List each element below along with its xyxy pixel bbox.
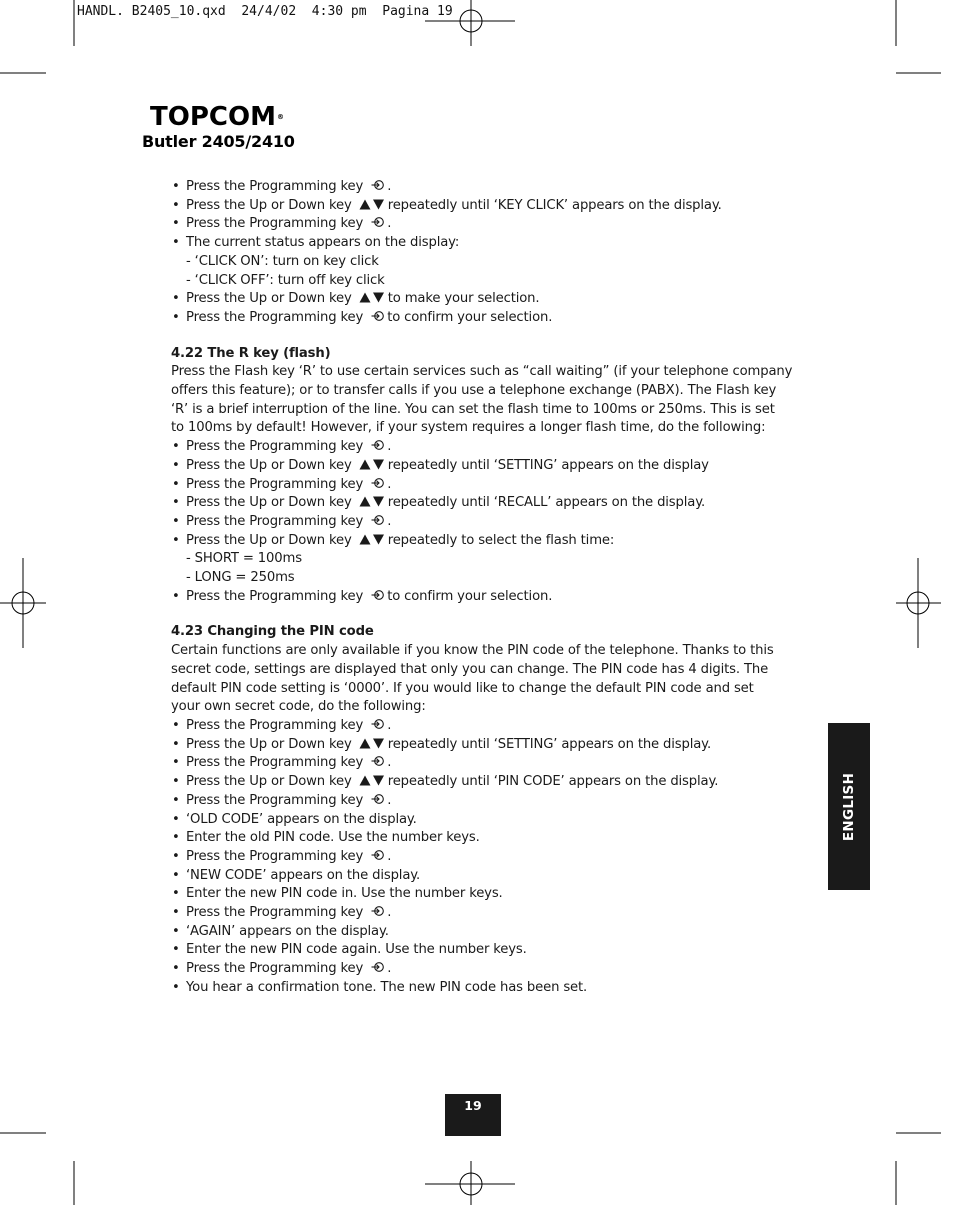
flash-steps-after bbox=[171, 588, 791, 607]
step-text-after: to confirm your selection. bbox=[387, 309, 553, 325]
brand-wordmark: TOPCOM bbox=[150, 102, 276, 132]
model-title: Butler 2405/2410 bbox=[142, 132, 295, 151]
flash-steps bbox=[171, 438, 791, 550]
step-item bbox=[171, 811, 791, 830]
pin-steps bbox=[171, 717, 791, 998]
step-text: Press the Programming key bbox=[186, 309, 364, 325]
section-heading-flash: 4.22 The R key (flash) bbox=[171, 345, 331, 361]
step-text: Press the Programming key bbox=[186, 513, 364, 529]
step-text: The current status appears on the display: bbox=[186, 235, 460, 251]
step-text-after: . bbox=[387, 755, 392, 771]
programming-key-icon bbox=[371, 905, 385, 917]
step-text: Press the Programming key bbox=[186, 961, 364, 977]
up-down-key-icon bbox=[359, 459, 385, 470]
step-item bbox=[171, 960, 791, 979]
paragraph-line: to 100ms by default! However, if your system requires a longer flash time, do the following: bbox=[171, 420, 766, 436]
programming-key-icon bbox=[371, 216, 385, 228]
programming-key-icon bbox=[371, 718, 385, 730]
step-text: Press the Up or Down key bbox=[186, 736, 352, 752]
step-text-after: . bbox=[387, 848, 392, 864]
section-heading-pin: 4.23 Changing the PIN code bbox=[171, 624, 374, 640]
programming-key-icon bbox=[371, 755, 385, 767]
step-text-after: repeatedly until ‘KEY CLICK’ appears on the display. bbox=[387, 197, 722, 213]
page-content bbox=[171, 178, 791, 998]
programming-key-icon bbox=[371, 439, 385, 451]
print-slug: HANDL. B2405_10.qxd 24/4/02 4:30 pm Pagina 19 bbox=[77, 4, 453, 19]
step-item bbox=[171, 234, 791, 253]
page-number: 19 bbox=[445, 1094, 501, 1136]
step-item bbox=[171, 513, 791, 532]
step-text: ‘OLD CODE’ appears on the display. bbox=[186, 811, 417, 827]
step-text-after: repeatedly until ‘SETTING’ appears on the display bbox=[387, 457, 709, 473]
step-text-after: to confirm your selection. bbox=[387, 588, 553, 604]
step-item bbox=[171, 309, 791, 328]
step-text: Press the Up or Down key bbox=[186, 774, 352, 790]
step-item bbox=[171, 792, 791, 811]
programming-key-icon bbox=[371, 961, 385, 973]
step-text: Press the Up or Down key bbox=[186, 197, 352, 213]
step-item bbox=[171, 178, 791, 197]
programming-key-icon bbox=[371, 589, 385, 601]
step-item bbox=[171, 848, 791, 867]
up-down-key-icon bbox=[359, 292, 385, 303]
step-text: Press the Up or Down key bbox=[186, 457, 352, 473]
step-item bbox=[171, 290, 791, 309]
step-item bbox=[171, 773, 791, 792]
option-line: - ‘CLICK OFF’: turn off key click bbox=[186, 272, 385, 288]
step-item bbox=[171, 494, 791, 513]
step-text-after: . bbox=[387, 961, 392, 977]
step-text-after: . bbox=[387, 905, 392, 921]
step-text-after: repeatedly until ‘PIN CODE’ appears on the display. bbox=[387, 774, 719, 790]
step-text: Press the Programming key bbox=[186, 439, 364, 455]
paragraph-line: Certain functions are only available if you know the PIN code of the telephone. Thanks to this bbox=[171, 643, 774, 659]
step-text: Press the Programming key bbox=[186, 792, 364, 808]
section-flash bbox=[171, 363, 791, 606]
option-line: - ‘CLICK ON’: turn on key click bbox=[186, 253, 379, 269]
step-item bbox=[171, 754, 791, 773]
step-item bbox=[171, 979, 791, 998]
programming-key-icon bbox=[371, 849, 385, 861]
step-item bbox=[171, 904, 791, 923]
up-down-key-icon bbox=[359, 199, 385, 210]
pin-paragraph bbox=[171, 642, 791, 717]
key-click-steps bbox=[171, 178, 791, 253]
flash-options bbox=[171, 550, 791, 587]
up-down-key-icon bbox=[359, 775, 385, 786]
programming-key-icon bbox=[371, 514, 385, 526]
step-item bbox=[171, 457, 791, 476]
brand-registered-mark: ® bbox=[276, 113, 284, 121]
paragraph-line: offers this feature); or to transfer calls if you use a telephone exchange (PABX). The Flash key bbox=[171, 383, 777, 399]
programming-key-icon bbox=[371, 179, 385, 191]
step-text: Enter the new PIN code again. Use the number keys. bbox=[186, 942, 527, 958]
paragraph-line: secret code, settings are displayed that only you can change. The PIN code has 4 digits. The bbox=[171, 661, 769, 677]
step-text-after: repeatedly until ‘SETTING’ appears on the display. bbox=[387, 736, 711, 752]
step-text: Enter the new PIN code in. Use the number keys. bbox=[186, 886, 503, 902]
step-text: Press the Programming key bbox=[186, 588, 364, 604]
paragraph-line: ‘R’ is a brief interruption of the line. You can set the flash time to 100ms or 250ms. This is set bbox=[171, 401, 775, 417]
step-text: Enter the old PIN code. Use the number keys. bbox=[186, 830, 480, 846]
step-item bbox=[171, 736, 791, 755]
step-text-after: repeatedly to select the flash time: bbox=[387, 532, 615, 548]
step-item bbox=[171, 885, 791, 904]
language-tab-label: ENGLISH bbox=[841, 772, 857, 841]
step-text: Press the Programming key bbox=[186, 476, 364, 492]
step-text: Press the Programming key bbox=[186, 848, 364, 864]
step-text: Press the Programming key bbox=[186, 717, 364, 733]
step-text: You hear a confirmation tone. The new PIN code has been set. bbox=[186, 979, 588, 995]
step-text: Press the Up or Down key bbox=[186, 532, 352, 548]
key-click-options bbox=[171, 253, 791, 290]
programming-key-icon bbox=[371, 310, 385, 322]
step-text: Press the Programming key bbox=[186, 905, 364, 921]
step-text-after: . bbox=[387, 179, 392, 194]
step-text-after: . bbox=[387, 476, 392, 492]
paragraph-line: Press the Flash key ‘R’ to use certain services such as “call waiting” (if your telephone company bbox=[171, 364, 793, 380]
step-item bbox=[171, 717, 791, 736]
step-item bbox=[171, 941, 791, 960]
step-text-after: . bbox=[387, 717, 392, 733]
section-pin bbox=[171, 642, 791, 997]
up-down-key-icon bbox=[359, 496, 385, 507]
step-item bbox=[171, 532, 791, 551]
paragraph-line: your own secret code, do the following: bbox=[171, 699, 426, 715]
programming-key-icon bbox=[371, 477, 385, 489]
step-item bbox=[171, 829, 791, 848]
key-click-steps-after bbox=[171, 290, 791, 327]
programming-key-icon bbox=[371, 793, 385, 805]
option-line: - SHORT = 100ms bbox=[186, 551, 302, 567]
step-item bbox=[171, 923, 791, 942]
step-text-after: to make your selection. bbox=[387, 291, 540, 307]
brand-logo bbox=[150, 103, 284, 131]
step-item bbox=[171, 197, 791, 216]
step-item bbox=[171, 438, 791, 457]
step-item bbox=[171, 476, 791, 495]
step-text: Press the Up or Down key bbox=[186, 291, 352, 307]
paragraph-line: default PIN code setting is ‘0000’. If you would like to change the default PIN code and set bbox=[171, 680, 754, 696]
step-text: Press the Programming key bbox=[186, 179, 364, 194]
step-text: Press the Programming key bbox=[186, 216, 364, 232]
step-text-after: . bbox=[387, 792, 392, 808]
flash-paragraph bbox=[171, 363, 791, 438]
step-text: Press the Programming key bbox=[186, 755, 364, 771]
step-text-after: . bbox=[387, 439, 392, 455]
step-text-after: . bbox=[387, 216, 392, 232]
step-item bbox=[171, 867, 791, 886]
step-text: ‘AGAIN’ appears on the display. bbox=[186, 923, 389, 939]
step-text: Press the Up or Down key bbox=[186, 495, 352, 511]
option-line: - LONG = 250ms bbox=[186, 570, 295, 586]
step-item bbox=[171, 215, 791, 234]
step-text-after: repeatedly until ‘RECALL’ appears on the display. bbox=[387, 495, 706, 511]
step-item bbox=[171, 588, 791, 607]
language-tab bbox=[828, 723, 870, 890]
up-down-key-icon bbox=[359, 534, 385, 545]
section-key-click bbox=[171, 178, 791, 328]
step-text-after: . bbox=[387, 513, 392, 529]
step-text: ‘NEW CODE’ appears on the display. bbox=[186, 867, 421, 883]
up-down-key-icon bbox=[359, 738, 385, 749]
